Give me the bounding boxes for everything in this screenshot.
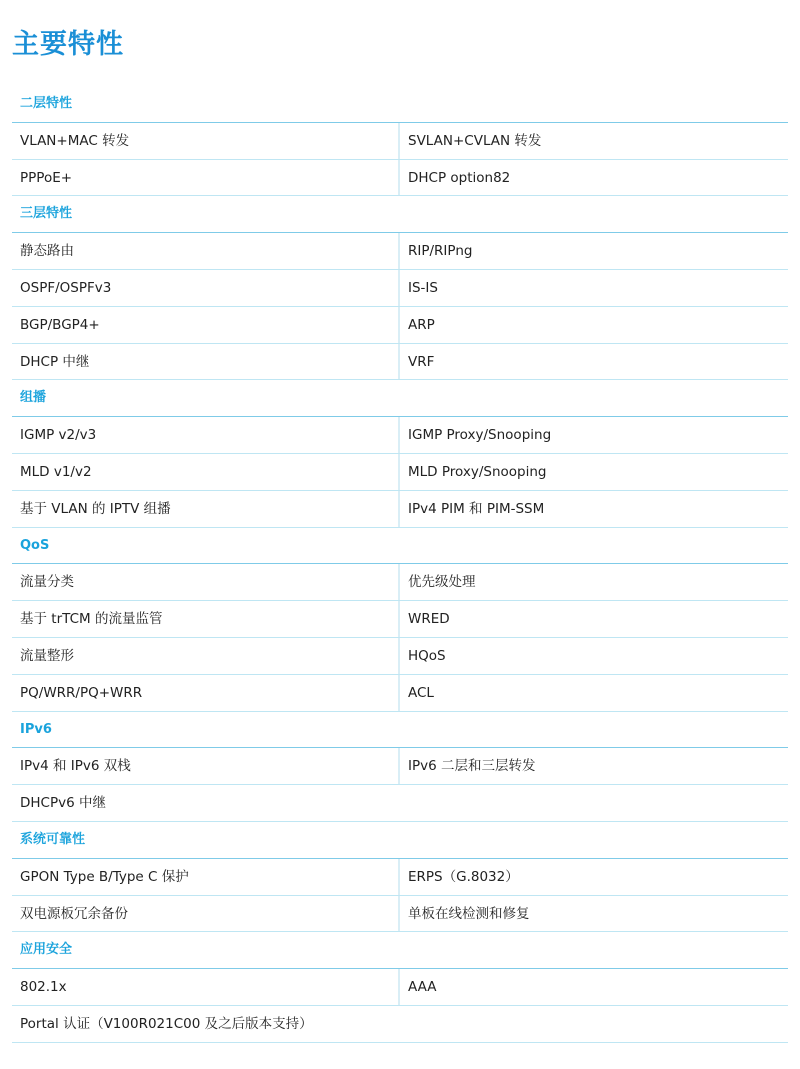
feature-cell: VLAN+MAC 转发 (12, 123, 400, 159)
section-title: 二层特性 (20, 96, 73, 111)
feature-cell: 静态路由 (12, 233, 400, 269)
feature-cell: 基于 VLAN 的 IPTV 组播 (12, 491, 400, 527)
feature-cell: IPv4 和 IPv6 双栈 (12, 748, 400, 784)
feature-cell: 基于 trTCM 的流量监管 (12, 601, 400, 637)
feature-cell: BGP/BGP4+ (12, 307, 400, 343)
feature-cell: HQoS (408, 647, 446, 664)
feature-table (12, 86, 788, 1043)
section-title: 组播 (20, 390, 47, 406)
feature-cell: ERPS（G.8032） (408, 868, 519, 885)
feature-cell: PPPoE+ (12, 160, 400, 196)
section-title: 三层特性 (20, 206, 73, 222)
feature-row (12, 233, 788, 270)
section-header (12, 822, 788, 859)
feature-cell: PQ/WRR/PQ+WRR (12, 675, 400, 711)
feature-cell: WRED (408, 611, 450, 628)
feature-cell: MLD Proxy/Snooping (408, 463, 547, 480)
feature-cell: AAA (408, 979, 437, 996)
section-header (12, 932, 788, 969)
section-header (12, 86, 788, 123)
feature-cell: 优先级处理 (408, 574, 476, 591)
feature-row (12, 160, 788, 197)
section-title: QoS (20, 537, 50, 553)
feature-cell: SVLAN+CVLAN 转发 (408, 132, 542, 149)
feature-cell: ACL (408, 684, 434, 701)
section-header (12, 528, 788, 565)
page-title: 主要特性 (12, 29, 124, 60)
feature-cell: IPv4 PIM 和 PIM-SSM (408, 500, 545, 517)
feature-row (12, 675, 788, 712)
feature-row (12, 748, 788, 785)
feature-cell: DHCPv6 中继 (20, 795, 106, 812)
feature-row (12, 307, 788, 344)
feature-row (12, 344, 788, 381)
feature-cell: 流量整形 (12, 638, 400, 674)
feature-row (12, 969, 788, 1006)
section-header (12, 712, 788, 749)
section-title: IPv6 (20, 721, 52, 737)
feature-row (12, 859, 788, 896)
feature-row (12, 638, 788, 675)
feature-cell: DHCP 中继 (12, 344, 400, 380)
feature-cell: Portal 认证（V100R021C00 及之后版本支持） (20, 1015, 313, 1032)
section-header (12, 380, 788, 417)
feature-row (12, 564, 788, 601)
section-title: 应用安全 (20, 942, 73, 958)
feature-cell: IPv6 二层和三层转发 (408, 758, 536, 775)
feature-cell: GPON Type B/Type C 保护 (12, 859, 400, 895)
feature-cell: 单板在线检测和修复 (408, 905, 530, 922)
section-title: 系统可靠性 (20, 831, 86, 847)
feature-cell: MLD v1/v2 (12, 454, 400, 490)
feature-row (12, 1006, 788, 1043)
feature-cell: IGMP Proxy/Snooping (408, 427, 552, 444)
feature-cell: IS-IS (408, 279, 438, 296)
feature-cell: IGMP v2/v3 (12, 417, 400, 453)
feature-cell: ARP (408, 316, 435, 333)
feature-row (12, 454, 788, 491)
section-header (12, 196, 788, 233)
feature-row (12, 270, 788, 307)
feature-cell: 802.1x (12, 969, 400, 1005)
feature-row (12, 123, 788, 160)
feature-cell: OSPF/OSPFv3 (12, 270, 400, 306)
feature-row (12, 417, 788, 454)
feature-row (12, 896, 788, 933)
feature-row (12, 785, 788, 822)
feature-cell: DHCP option82 (408, 169, 511, 186)
feature-cell: RIP/RIPng (408, 243, 473, 260)
feature-row (12, 491, 788, 528)
feature-cell: 流量分类 (12, 564, 400, 600)
feature-cell: VRF (408, 353, 435, 370)
feature-cell: 双电源板冗余备份 (12, 896, 400, 932)
feature-row (12, 601, 788, 638)
